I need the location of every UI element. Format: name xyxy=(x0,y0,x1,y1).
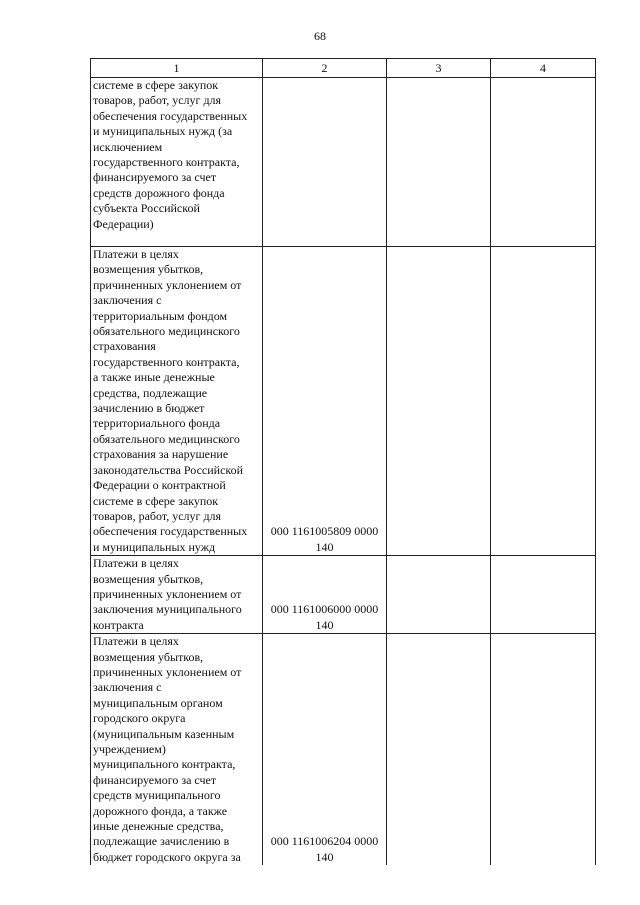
row-cell-col4 xyxy=(491,634,596,866)
page-number: 68 xyxy=(314,29,326,43)
row-cell-col4 xyxy=(491,247,596,556)
row-code: 000 1161005809 0000 140 xyxy=(263,247,387,556)
row-code: 000 1161006204 0000 140 xyxy=(263,634,387,866)
row-cell-col3 xyxy=(387,556,491,634)
row-code: 000 1161006000 0000 140 xyxy=(263,556,387,634)
row-description: Платежи в целях возмещения убытков, причиненных уклонением от заключения с муниципальным органом городского округа (муниципальным казенным учреждением) муниципального контракта, финансируемого за счет средств муниципального дорожного фонда, а также иные денежные средства, подлежащие зачислению в бюджет городского округа за xyxy=(91,634,263,866)
column-header-1: 1 xyxy=(91,59,263,78)
row-cell-col3 xyxy=(387,247,491,556)
row-description: Платежи в целях возмещения убытков, причиненных уклонением от заключения с территориальным фондом обязательного медицинского страхования государственного контракта, а также иные денежные средства, подлежащие зачислению в бюджет территориального фонда обязательного медицинского страхования за нарушение законодательства Российской Федерации о контрактной системе в сфере закупок товаров, работ, услуг для обеспечения государственных и муниципальных нужд xyxy=(91,247,263,556)
table-row xyxy=(91,247,596,556)
row-cell-col3 xyxy=(387,78,491,247)
table-header-row xyxy=(91,59,596,78)
row-description: Платежи в целях возмещения убытков, причиненных уклонением от заключения муниципального контракта xyxy=(91,556,263,634)
table-row xyxy=(91,78,596,247)
row-cell-col4 xyxy=(491,556,596,634)
row-cell-col3 xyxy=(387,634,491,866)
column-header-4: 4 xyxy=(491,59,596,78)
row-cell-col4 xyxy=(491,78,596,247)
row-code xyxy=(263,78,387,247)
table-row xyxy=(91,556,596,634)
column-header-2: 2 xyxy=(263,59,387,78)
budget-code-table xyxy=(90,58,596,865)
row-description: системе в сфере закупок товаров, работ, услуг для обеспечения государственных и муниципальных нужд (за исключением государственного контракта, финансируемого за счет средств дорожного фонда субъекта Российской Федерации) xyxy=(91,78,263,247)
column-header-3: 3 xyxy=(387,59,491,78)
table-row xyxy=(91,634,596,866)
